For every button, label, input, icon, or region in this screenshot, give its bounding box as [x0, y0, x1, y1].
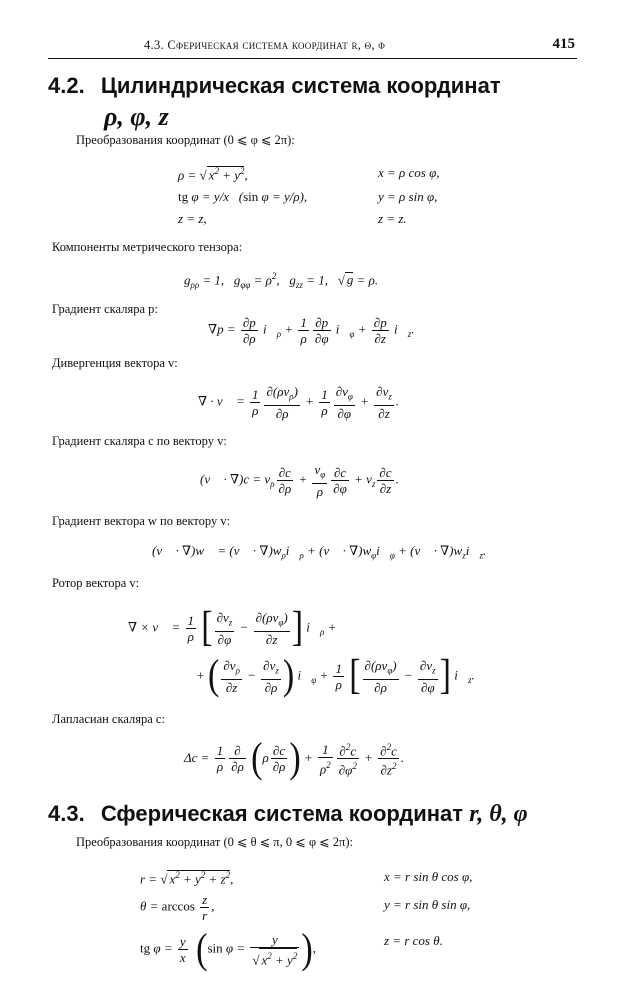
- running-head: [48, 36, 577, 59]
- transform-tgphi: tg φ = y/x (sin φ = y/ρ),: [178, 189, 308, 204]
- transform-x: x = ρ cos φ,: [378, 165, 440, 180]
- vecgrad-label: Градиент вектора w по вектору v:: [52, 514, 231, 528]
- transforms-label-42: Преобразования координат (0 ⩽ φ ⩽ 2π):: [76, 133, 295, 147]
- running-title: 4.3. Сферическая система координат r, θ, φ: [144, 38, 386, 52]
- divergence-label: Дивергенция вектора v:: [52, 356, 178, 370]
- curl-equation-line1: ∇ × v⃗ = $\frac{1}{\rho}$ [ $\frac{\partial v_z}{\partial\varphi}$ − $\frac{\partial(\rho v_\varphi)}{\partial z}$ ] $i⃗_\rho$ +: [128, 604, 337, 651]
- section-43-heading: [48, 800, 528, 828]
- laplacian-equation: Δc = $\frac{1}{\rho}$ $\frac{\partial}{\partial\rho}$ (ρ $\frac{\partial c}{\partial\rho}$ ) + $\frac{1}{\rho^2}$ $\frac{\partial^2c}{\partial\varphi^2}$ + $\frac{\partial^2c}{\partial z^2}$ .: [184, 735, 405, 782]
- dirgrad-label: Градиент скаляра c по вектору v:: [52, 434, 227, 448]
- curl-label: Ротор вектора v:: [52, 576, 140, 590]
- transform-r: r = √ $x^2 + y^2 + z^2$,: [140, 870, 234, 887]
- section-43-title: Сферическая система координат: [100, 801, 464, 826]
- section-42-title: Цилиндрическая система координат: [100, 73, 501, 98]
- transform-z-sph: z = r cos θ.: [384, 933, 443, 948]
- dirgrad-equation: (v⃗ · $\nabla)c = v_\rho$ $\frac{\partial c}{\partial\rho}$ + $\frac{v_\varphi}{\rho}$ $\frac{\partial c}{\partial\varphi}$ + $v_z$ $\frac{\partial c}{\partial z}$ .: [200, 462, 399, 499]
- transforms-label-43: Преобразования координат (0 ⩽ θ ⩽ π, 0 ⩽ φ ⩽ 2π):: [76, 835, 353, 849]
- vecgrad-equation: (v⃗ · ∇)w⃗ = (v⃗ · $\nabla)w_\rho i⃗_\rho$ + (v⃗ · $\nabla)w_\varphi i⃗_\varphi$ + (v⃗ · $\nabla)w_zi⃗_z$.: [152, 543, 487, 561]
- page-number: 415: [552, 36, 575, 52]
- gradient-label: Градиент скаляра p:: [52, 302, 158, 316]
- divergence-equation: ∇ · v⃗ = $\frac{1}{\rho}$ $\frac{\partial(\rho v_\rho)}{\partial\rho}$ + $\frac{1}{\rho}$ $\frac{\partial v_\varphi}{\partial\varphi}$ + $\frac{\partial v_z}{\partial z}$ .: [198, 384, 400, 421]
- transform-x-sph: x = r sin θ cos φ,: [384, 869, 473, 884]
- section-42-vars: ρ, φ, z: [104, 102, 169, 131]
- transform-z2: z = z.: [378, 211, 407, 226]
- metric-equation: $g_{\rho\rho} = 1$, $g_{\varphi\varphi} = \rho^2$, $g_{zz} = 1$, √ g = ρ.: [184, 271, 379, 290]
- laplacian-label: Лапласиан скаляра c:: [52, 712, 165, 726]
- transform-y-sph: y = r sin θ sin φ,: [384, 897, 471, 912]
- section-42-heading: [48, 72, 501, 100]
- transform-rho: ρ = √ $x^2 + y^2$,: [178, 166, 248, 183]
- curl-equation-line2: + ( $\frac{\partial v_\rho}{\partial z}$ − $\frac{\partial v_z}{\partial\rho}$ ) $i⃗_\varphi$ + $\frac{1}{\rho}$ [ $\frac{\partial(\rho v_\varphi)}{\partial\rho}$ − $\frac{\partial v_z}{\partial\varphi}$ ] $i⃗_z$.: [196, 652, 475, 699]
- gradient-equation: ∇p = $\frac{\partial p}{\partial\rho}$ $i⃗_\rho$ + $\frac{1}{\rho}$ $\frac{\partial p}{\partial\varphi}$ $i⃗_\varphi$ + $\frac{\partial p}{\partial z}$ $i⃗_z$.: [208, 315, 415, 346]
- section-42-number: 4.2.: [48, 73, 85, 98]
- transform-theta: θ = arccos $\frac{z}{r}$ ,: [140, 892, 215, 923]
- metric-label: Компоненты метрического тензора:: [52, 240, 243, 254]
- transform-tgphi-sph: tg φ = $\frac{y}{x}$ (sin φ = $\frac{y}{√ x^2 + y^2}$ ),: [140, 925, 316, 973]
- transform-z: z = z,: [178, 211, 207, 226]
- transform-y: y = ρ sin φ,: [378, 189, 438, 204]
- section-43-vars: r, θ, φ: [469, 801, 528, 827]
- section-43-number: 4.3.: [48, 801, 85, 826]
